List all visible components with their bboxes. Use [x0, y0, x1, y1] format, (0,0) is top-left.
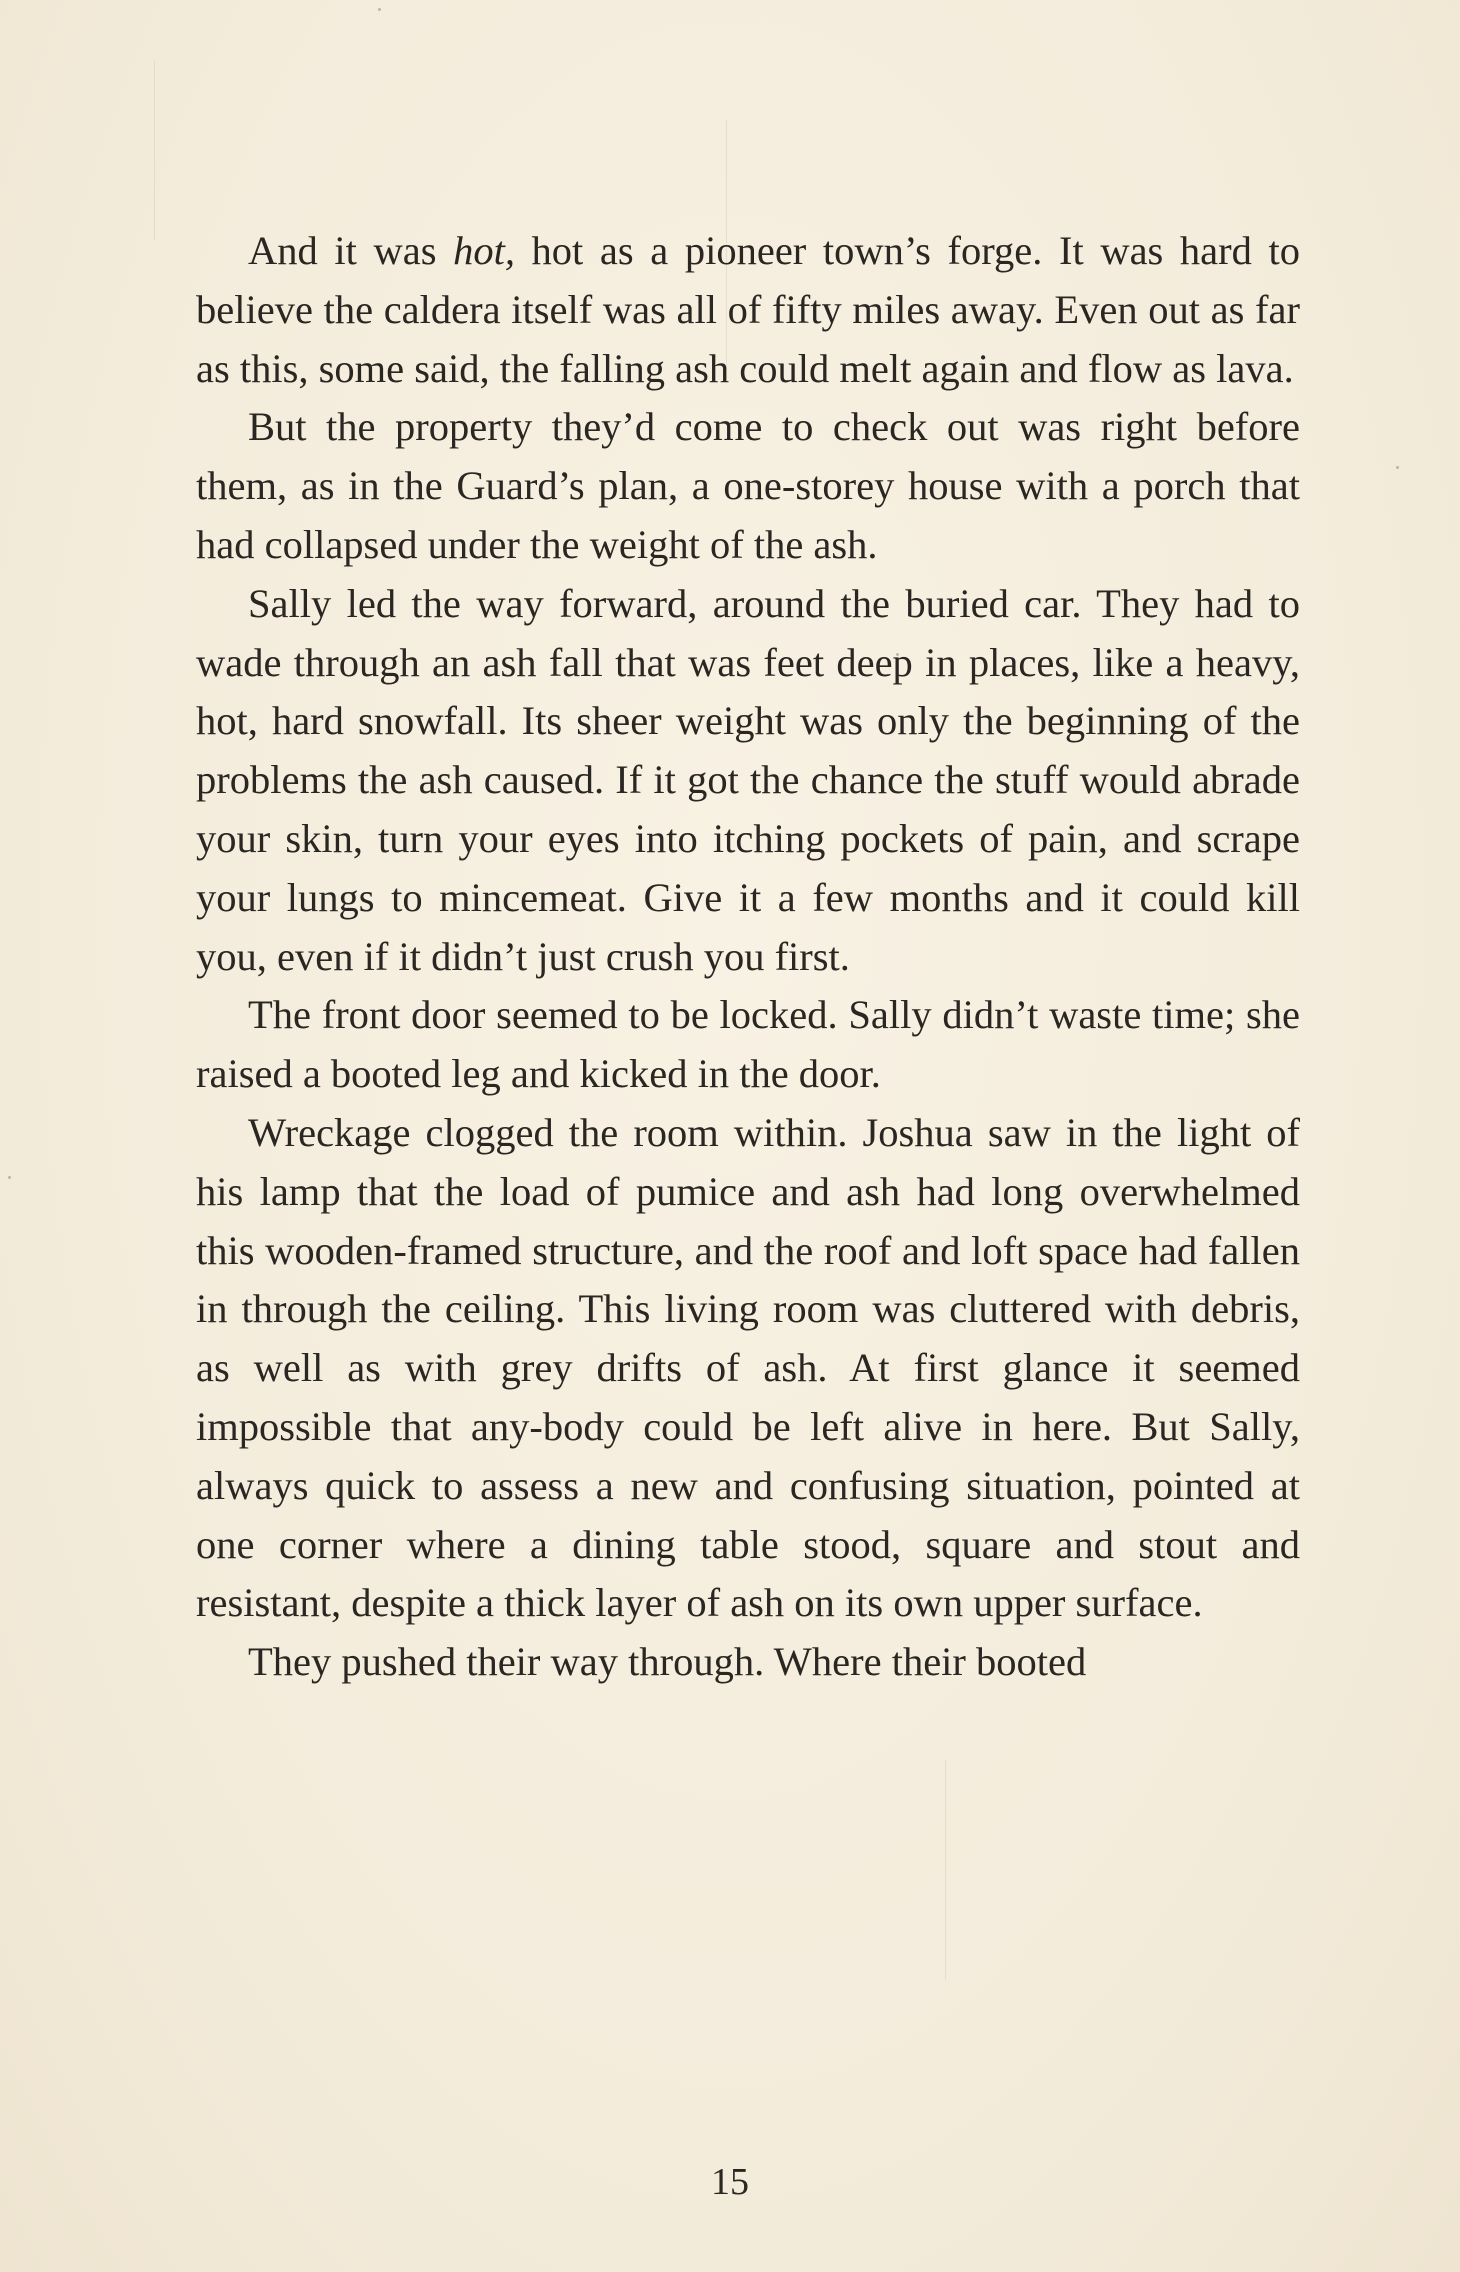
page-number: 15	[711, 2161, 749, 2203]
paper-crease	[154, 60, 155, 240]
text-segment: They pushed their way through. Where their booted	[248, 1639, 1087, 1685]
paragraph	[196, 222, 1300, 398]
text-segment: But the property they’d come to check out was right before them, as in the Guard’s plan, a one-storey house with a porch that had collapsed under the weight of the ash.	[196, 404, 1300, 567]
paragraph	[196, 1104, 1300, 1633]
paragraph	[196, 398, 1300, 574]
body-text	[196, 222, 1300, 1692]
text-segment: And it was	[248, 228, 454, 273]
text-segment: hot as a pioneer town’s forge. It was hard to believe the caldera itself was all of fifty miles away. Even out as far as this, some said, the falling ash could melt again and flow as lava.	[196, 228, 1300, 391]
paper-speck	[8, 1176, 11, 1179]
text-segment: The front door seemed to be locked. Sally didn’t waste time; she raised a booted leg and kicked in the door.	[196, 992, 1300, 1097]
paragraph	[196, 986, 1300, 1104]
paper-speck	[1396, 466, 1399, 469]
paper-crease	[945, 1760, 946, 1980]
text-segment: Wreckage clogged the room within. Joshua saw in the light of his lamp that the load of pumice and ash had long overwhelmed this wooden-framed structure, and the roof and loft space had fallen in through the ceiling. This living room was cluttered with debris, as well as with grey drifts of ash. At first glance it seemed impossible that any-body could be left alive in here. But Sally, always quick to assess a new and confusing situation, pointed at one corner where a dining table stood, square and stout and resistant, despite a thick layer of ash on its own upper surface.	[196, 1109, 1300, 1626]
italic-text-segment: hot,	[453, 228, 515, 273]
paragraph	[196, 575, 1300, 987]
paper-speck	[378, 8, 381, 11]
paragraph	[196, 1633, 1300, 1692]
text-segment: Sally led the way forward, around the buried car. They had to wade through an ash fall that was feet deep in places, like a heavy, hot, hard snowfall. Its sheer weight was only the beginning of the problems the ash caused. If it got the chance the stuff would abrade your skin, turn your eyes into itching pockets of pain, and scrape your lungs to mincemeat. Give it a few months and it could kill you, even if it didn’t just crush you first.	[196, 580, 1300, 979]
